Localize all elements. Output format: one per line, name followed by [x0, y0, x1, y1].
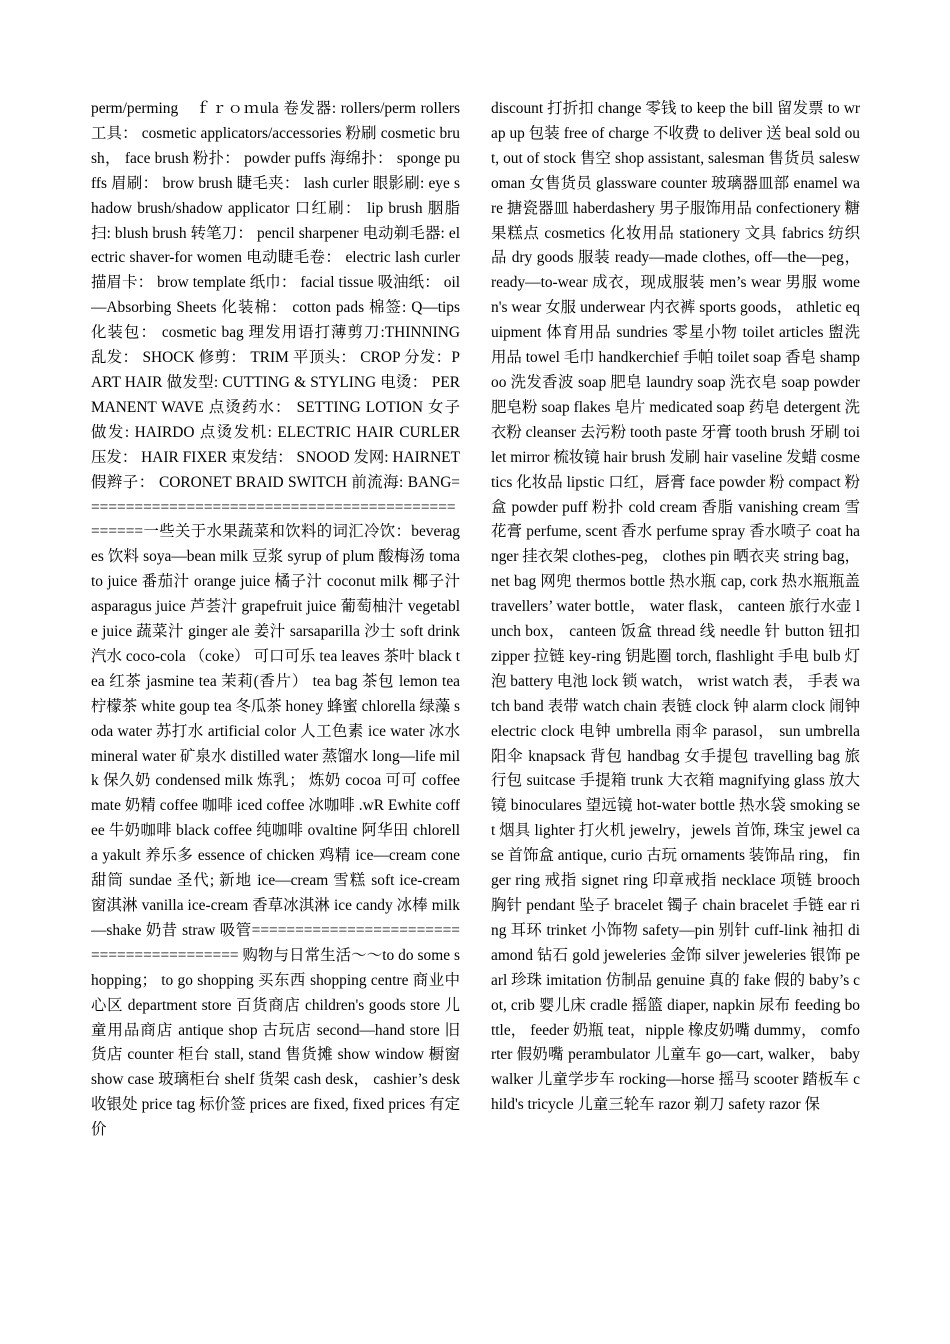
- right-column-paragraph: discount 打折扣 change 零钱 to keep the bill 留发票 to wrap up 包装 free of charge 不收费 to deliver 送 beal sold out, out of stock 售空 shop assistant, salesman 售货员 saleswoman 女售货员 glassware counter 玻璃器皿部 enamel ware 搪瓷器皿 haberdashery 男子服饰用品 confectionery 糖果糕点 cosmetics 化妆用品 stationery 文具 fabrics 纺织品 dry goods 服装 ready—made clothes, off—the—peg， ready—to-wear 成衣，现成服装 men’s wear 男服 women's wear 女服 underwear 内衣裤 sports goods， athletic equipment 体育用品 sundries 零星小物 toilet articles 盥洗用品 towel 毛巾 handkerchief 手帕 toilet soap 香皂 shampoo 洗发香波 soap 肥皂 laundry soap 洗衣皂 soap powder 肥皂粉 soap flakes 皂片 medicated soap 药皂 detergent 洗衣粉 cleanser 去污粉 tooth paste 牙膏 tooth brush 牙刷 toilet mirror 梳妆镜 hair brush 发刷 hair vaseline 发蜡 cosmetics 化妆品 lipstic 口红，唇膏 face powder 粉 compact 粉盒 powder puff 粉扑 cold cream 香脂 vanishing cream 雪花膏 perfume, scent 香水 perfume spray 香水喷子 coat hanger 挂衣架 clothes-peg， clothes pin 晒衣夹 string bag， net bag 网兜 thermos bottle 热水瓶 cap, cork 热水瓶瓶盖 travellers’ water bottle， water flask， canteen 旅行水壶 lunch box， canteen 饭盒 thread 线 needle 针 button 钮扣 zipper 拉链 key-ring 钥匙圈 torch, flashlight 手电 bulb 灯泡 battery 电池 lock 锁 watch， wrist watch 表， 手表 watch band 表带 watch chain 表链 clock 钟 alarm clock 闹钟 electric clock 电钟 umbrella 雨伞 parasol， sun umbrella 阳伞 knapsack 背包 handbag 女手提包 travelling bag 旅行包 suitcase 手提箱 trunk 大衣箱 magnifying glass 放大镜 binoculares 望远镜 hot-water bottle 热水袋 smoking set 烟具 lighter 打火机 jewelry，jewels 首饰, 珠宝 jewel case 首饰盒 antique, curio 古玩 ornaments 装饰品 ring， finger ring 戒指 signet ring 印章戒指 necklace 项链 brooch 胸针 pendant 坠子 bracelet 镯子 chain bracelet 手链 ear ring 耳环 trinket 小饰物 safety—pin 别针 cuff-link 袖扣 diamond 钻石 gold jeweleries 金饰 silver jeweleries 银饰 pearl 珍珠 imitation 仿制品 genuine 真的 fake 假的 baby’s cot, crib 婴儿床 cradle 摇篮 diaper, napkin 尿布 feeding bottle， feeder 奶瓶 teat，nipple 橡皮奶嘴 dummy， comforter 假奶嘴 perambulator 儿童车 go—cart, walker， babywalker 儿童学步车 rocking—horse 摇马 scooter 踏板车 child's tricycle 儿童三轮车 razor 剃刀 safety razor 保: [491, 100, 860, 1114]
- left-column-paragraph: perm/perming ｆｒｏｍula 卷发器: rollers/perm rollers 工具： cosmetic applicators/accessories 粉刷 cosmetic brush， face brush 粉扑： powder puffs 海绵扑： sponge puffs 眉刷： brow brush 睫毛夹： lash curler 眼影刷: eye shadow brush/shadow applicator 口红刷： lip brush 胭脂扫: blush brush 转笔刀： pencil sharpener 电动剃毛器: electric shaver-for women 电动睫毛卷： electric lash curler 描眉卡： brow template 纸巾： facial tissue 吸油纸： oil—Absorbing Sheets 化装棉： cotton pads 棉签: Q—tips 化装包： cosmetic bag 理发用语打薄剪刀:THINNING 乱发： SHOCK 修剪： TRIM 平顶头： CROP 分发：PART HAIR 做发型: CUTTING & STYLING 电烫： PERMANENT WAVE 点烫药水： SETTING LOTION 女子做发: HAIRDO 点烫发机: ELECTRIC HAIR CURLER 压发： HAIR FIXER 束发结： SNOOD 发网: HAIRNET 假辫子： CORONET BRAID SWITCH 前流海: BANG=================================================一些关于水果蔬菜和饮料的词汇冷饮：beverages 饮料 soya—bean milk 豆浆 syrup of plum 酸梅汤 tomato juice 番茄汁 orange juice 橘子汁 coconut milk 椰子汁 asparagus juice 芦荟汁 grapefruit juice 葡萄柚汁 vegetable juice 蔬菜汁 ginger ale 姜汁 sarsaparilla 沙士 soft drink 汽水 coco-cola （coke） 可口可乐 tea leaves 茶叶 black tea 红茶 jasmine tea 茉莉(香片） tea bag 茶包 lemon tea 柠檬茶 white goup tea 冬瓜茶 honey 蜂蜜 chlorella 绿藻 soda water 苏打水 artificial color 人工色素 ice water 冰水 mineral water 矿泉水 distilled water 蒸馏水 long—life milk 保久奶 condensed milk 炼乳； 炼奶 cocoa 可可 coffee mate 奶精 coffee 咖啡 iced coffee 冰咖啡 .wR Ewhite coffee 牛奶咖啡 black coffee 纯咖啡 ovaltine 阿华田 chlorella yakult 养乐多 essence of chicken 鸡精 ice—cream cone 甜筒 sundae 圣代; 新地 ice—cream 雪糕 soft ice-cream 窗淇淋 vanilla ice-cream 香草冰淇淋 ice candy 冰棒 milk—shake 奶昔 straw 吸管========================================= 购物与日常生活～～to do some shopping； to go shopping 买东西 shopping centre 商业中心区 department store 百货商店 children's goods store 儿童用品商店 antique shop 古玩店 second—hand store 旧货店 counter 柜台 stall, stand 售货摊 show window 橱窗 show case 玻璃柜台 shelf 货架 cash desk， cashier’s desk 收银处 price tag 标价签 prices are fixed, fixed prices 有定价: [91, 100, 460, 1139]
- left-text-column: [91, 97, 460, 1247]
- right-text-column: [491, 97, 860, 1247]
